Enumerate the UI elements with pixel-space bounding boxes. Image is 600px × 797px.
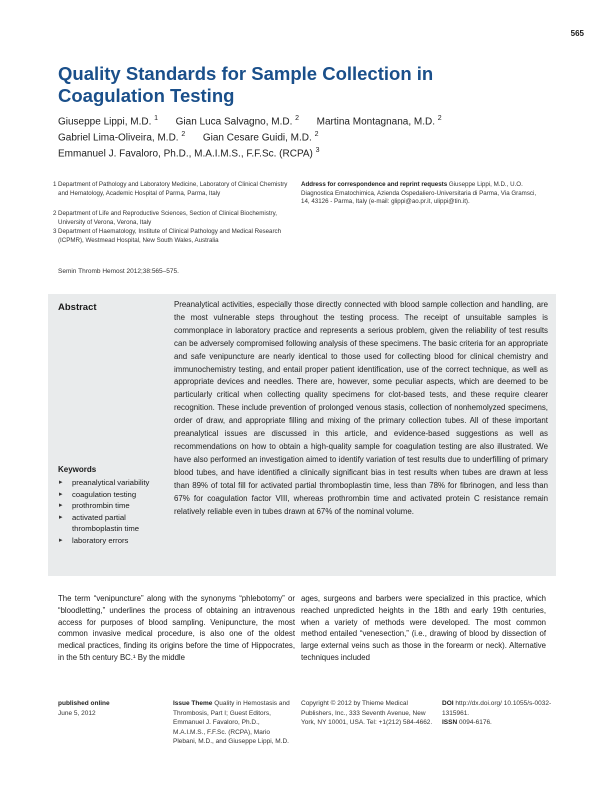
correspondence-block [301,181,546,207]
affiliation-text: Department of Pathology and Laboratory Medicine, Laboratory of Clinical Chemistry and Hematology, Academic Hospital of Parma, Parma, Italy [58,181,288,197]
affiliation-number: 3 [53,228,57,235]
keyword-item: ▸ coagulation testing [58,489,168,501]
keyword-item: ▸ activated partial thromboplastin time [58,512,168,535]
affiliation [53,228,288,245]
keywords-list [58,477,168,547]
issue-theme-text: Quality in Hemostasis and Thrombosis, Part I; Guest Editors, Emmanuel J. Favaloro, Ph.D., M.A.I.M.S., F.F.Sc. (RCPA), Mario Plebani, M.D., and Giuseppe Lippi, M.D. [173,700,290,746]
footer-copyright: Copyright © 2012 by Thieme Medical Publishers, Inc., 333 Seventh Avenue, New York, NY 10001, USA. Tel: +1(212) 584-4662. [301,700,433,727]
footer-published [58,699,158,718]
published-date: June 5, 2012 [58,709,96,717]
author-line-1 [58,115,442,127]
footer-issue-theme [173,699,293,747]
article-title: Quality Standards for Sample Collection in Coagulation Testing [58,63,434,106]
footer-doi-issn [442,699,562,728]
keyword-item: ▸ laboratory errors [58,535,168,547]
page-number: 565 [570,29,584,38]
issn-label: ISSN [442,719,458,727]
issue-theme-label: Issue Theme [173,700,213,707]
author-name: Emmanuel J. Favaloro, Ph.D., M.A.I.M.S., F.F.Sc. (RCPA) [58,148,313,160]
affiliation-number: 1 [53,181,57,188]
affiliation-text: Department of Haematology, Institute of Clinical Pathology and Medical Research (ICPMR), Westmead Hospital, New South Wales, Australia [58,228,282,244]
issn-value: 0094-6176. [457,719,492,727]
author-superscript: 2 [437,115,442,122]
author-superscript: 2 [295,115,300,122]
keywords-heading: Keywords [58,465,97,474]
correspondence-label: Address for correspondence and reprint requests [301,181,448,188]
journal-citation: Semin Thromb Hemost 2012;38:565–575. [58,268,179,275]
author-name: Giuseppe Lippi, M.D. [58,116,152,128]
affiliation [53,181,288,198]
author-superscript: 3 [315,147,320,154]
affiliation-text: Department of Life and Reproductive Sciences, Section of Clinical Biochemistry, University of Verona, Verona, Italy [58,210,277,226]
doi-value: http://dx.doi.org/ 10.1055/s-0032-1315961. [442,700,552,717]
author-name: Gian Luca Salvagno, M.D. [175,116,293,128]
author-superscript: 2 [181,131,186,138]
author-line-3 [58,147,320,159]
author-line-2 [58,131,318,143]
author-superscript: 2 [314,131,319,138]
affiliation [53,210,288,227]
author-name: Gian Cesare Guidi, M.D. [202,132,312,144]
author-superscript: 1 [154,115,159,122]
doi-label: DOI [442,700,454,707]
author-name: Gabriel Lima-Oliveira, M.D. [58,132,179,144]
correspondence-text: Giuseppe Lippi, M.D., U.O. Diagnostica Ematochimica, Azienda Ospedaliero-Universitaria di Parma, Via Gramsci, 14, 43126 - Parma, Italy (e-mail: glippi@ao.pr.it, ulippi@tin.it). [301,181,537,206]
body-text-left-column: The term “venipuncture” along with the synonyms “phlebotomy” or “bloodletting,” underlines the process of obtaining an intravenous access for purposes of blood sampling. Venipuncture, the most common invasive medical procedure, is also one of the oldest medical practices, finding its origins before the time of Hippocrates, in the 5th century BC.¹ By the middle [58,594,295,662]
abstract-text: Preanalytical activities, especially those directly connected with blood sample collection and handling, are the most vulnerable steps throughout the testing process. The receipt of unsuitable samples is commonplace in laboratory practice and represents a serious problem, given the reliability of test results can be adversely compromised following analysis of these specimens. The basic criteria for an appropriate and safe venipuncture are nearly identical to those used for collecting blood for clinical chemistry and immunochemistry testing, and entail proper patient identification, use of the correct technique, as well as appropriate devices and needles. There are, however, some peculiar aspects, which are deemed to be particularly critical when collecting quality specimens for clot-based tests, and these require clearer recognition. These include prevention of prolonged venous stasis, collection of nonhemolyzed specimens, order of draw, and appropriate filling and mixing of the primary collection tubes. All of these important preanalytical issues are discussed in this article, and evidence-based suggestions as well as recommendations on how to obtain a high-quality sample for coagulation testing are also illustrated. We have also performed an investigation aimed to identify variation of test results due to underfilling of primary blood tubes, and have identified a clinically significant bias in test results when tubes are drawn at less than 89% of total fill for activated partial thromboplastin time, less than 78% for fibrinogen, and less than 67% for coagulation factor VIII, whereas prothrombin time and activated protein C resistance remain relatively reliable even in tubes drawn at 67% of the nominal volume. [174,300,548,516]
affiliation-number: 2 [53,210,57,217]
body-text-right-column: ages, surgeons and barbers were specialized in this practice, which reached unpredicted heights in the 18th and early 19th centuries, when a variety of methods were developed. The most common method entailed “venesection,” (i.e., drawing of blood by dissection of large external veins such as those in the forearm or neck). Alternative techniques included [301,594,546,662]
keyword-item: ▸ prothrombin time [58,500,168,512]
author-name: Martina Montagnana, M.D. [316,116,436,128]
keyword-item: ▸ preanalytical variability [58,477,168,489]
abstract-heading: Abstract [58,302,97,313]
published-label: published online [58,700,110,707]
